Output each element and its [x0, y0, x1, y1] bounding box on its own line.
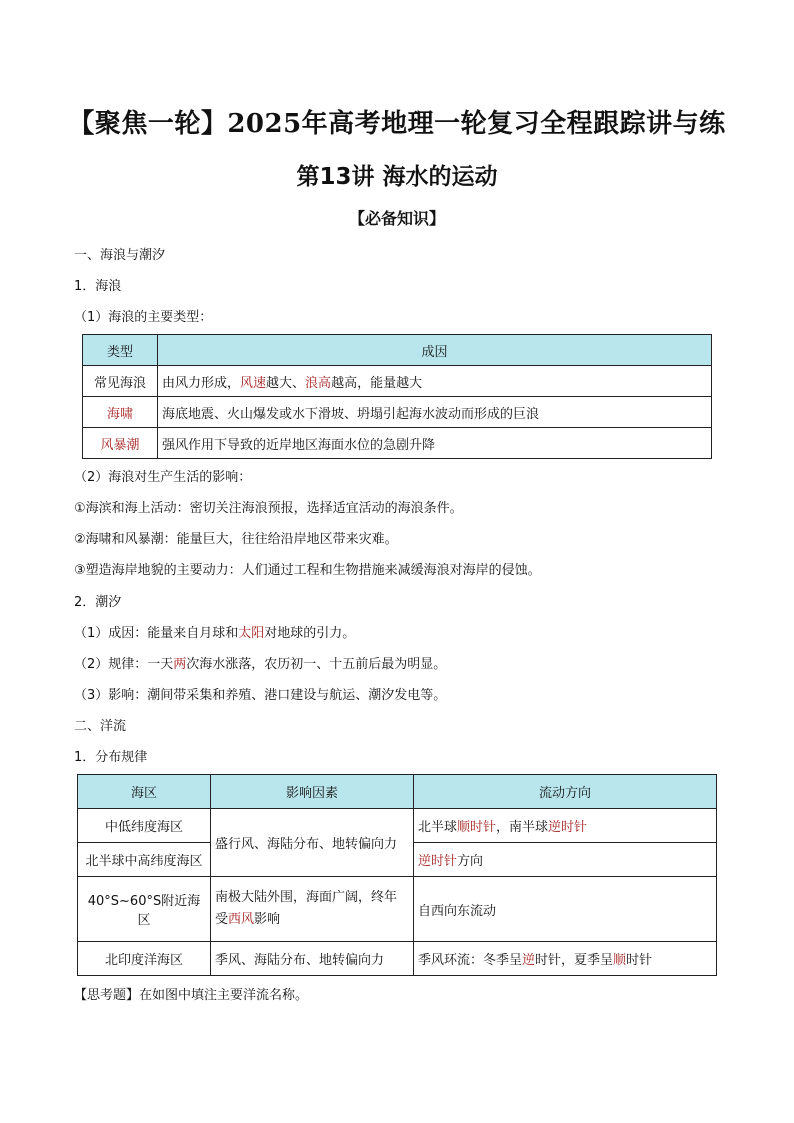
currents-table [77, 774, 717, 976]
type-cell: 海啸 [83, 397, 158, 428]
area-cell: 北半球中高纬度海区 [78, 843, 211, 877]
subheading-tides: 2．潮汐 [74, 595, 122, 610]
highlight-text: 两 [173, 657, 187, 672]
tide-impact: （3）影响：潮间带采集和养殖、港口建设与航运、潮汐发电等。 [74, 688, 447, 703]
direction-cell: 自西向东流动 [414, 877, 717, 942]
highlight-text: 逆时针 [418, 854, 458, 869]
subheading-distribution: 1．分布规律 [74, 750, 148, 765]
impact-item: ②海啸和风暴潮：能量巨大，往往给沿岸地区带来灾难。 [74, 532, 398, 547]
document-title: 【聚焦一轮】2025年高考地理一轮复习全程跟踪讲与练 [68, 109, 726, 139]
direction-text: 季风环流：冬季呈 [418, 953, 523, 968]
factor-cell [211, 877, 414, 942]
impact-item: ①海滨和海上活动：密切关注海浪预报，选择适宜活动的海浪条件。 [74, 501, 463, 516]
highlight-text: 太阳 [238, 626, 265, 641]
direction-text: 时针，夏季呈 [535, 953, 614, 968]
wave-types-table [82, 334, 712, 459]
header-direction: 流动方向 [414, 775, 717, 809]
table-row [83, 397, 712, 428]
area-cell: 中低纬度海区 [78, 809, 211, 843]
table-row [83, 428, 712, 459]
factor-text: 南极大陆外围，海面广阔，终年受 [215, 890, 398, 927]
direction-text: 北半球 [418, 820, 458, 835]
type-cell: 常见海浪 [83, 366, 158, 397]
area-cell: 40°S~60°S附近海区 [78, 877, 211, 942]
lesson-title: 第13讲 海水的运动 [296, 164, 498, 190]
cause-cell: 强风作用下导致的近岸地区海面水位的急剧升降 [158, 428, 712, 459]
thinking-question: 【思考题】在如图中填注主要洋流名称。 [74, 988, 309, 1003]
area-cell: 北印度洋海区 [78, 942, 211, 976]
table-row [83, 366, 712, 397]
direction-text: 方向 [457, 854, 484, 869]
cause-text: 由风力形成， [162, 375, 241, 391]
cause-text: 越高，能量越大 [331, 375, 423, 391]
highlight-text: 逆 [522, 953, 536, 968]
type-cell: 风暴潮 [83, 428, 158, 459]
table-row [78, 942, 717, 976]
highlight-text: 浪高 [305, 375, 332, 391]
cause-cell: 海底地震、火山爆发或水下滑坡、坍塌引起海水波动而形成的巨浪 [158, 397, 712, 428]
direction-cell [414, 942, 717, 976]
highlight-text: 顺时针 [457, 820, 497, 835]
direction-text: 时针 [626, 953, 653, 968]
impact-item: ③塑造海岸地貌的主要动力：人们通过工程和生物措施来减缓海浪对海岸的侵蚀。 [74, 563, 541, 578]
heading-waves-tides: 一、海浪与潮汐 [74, 248, 166, 263]
table-row [78, 877, 717, 942]
subheading-waves: 1．海浪 [74, 279, 122, 294]
header-factor: 影响因素 [211, 775, 414, 809]
factor-cell: 季风、海陆分布、地转偏向力 [211, 942, 414, 976]
tide-text: （2）规律：一天 [74, 657, 174, 672]
heading-currents: 二、洋流 [74, 719, 127, 734]
direction-cell [414, 843, 717, 877]
tide-text: 次海水涨落，农历初一、十五前后最为明显。 [186, 657, 447, 672]
header-area: 海区 [78, 775, 211, 809]
header-cause: 成因 [158, 335, 712, 366]
cause-cell [158, 366, 712, 397]
tide-pattern [74, 656, 446, 674]
header-type: 类型 [83, 335, 158, 366]
table-header-row [78, 775, 717, 809]
wave-impact-label: （2）海浪对生产生活的影响： [74, 470, 252, 485]
section-label: 【必备知识】 [348, 209, 445, 228]
factor-text: 影响 [254, 912, 281, 927]
highlight-text: 顺 [613, 953, 627, 968]
cause-text: 越大、 [266, 375, 306, 391]
table-header-row [83, 335, 712, 366]
highlight-text: 西风 [228, 912, 255, 927]
direction-text: ，南半球 [496, 820, 549, 835]
table-row [78, 809, 717, 843]
wave-types-label: （1）海浪的主要类型： [74, 310, 213, 325]
tide-cause [74, 625, 355, 643]
direction-cell [414, 809, 717, 843]
factor-cell: 盛行风、海陆分布、地转偏向力 [211, 809, 414, 877]
highlight-text: 逆时针 [548, 820, 588, 835]
tide-text: 对地球的引力。 [264, 626, 356, 641]
highlight-text: 风速 [240, 375, 267, 391]
tide-text: （1）成因：能量来自月球和 [74, 626, 239, 641]
